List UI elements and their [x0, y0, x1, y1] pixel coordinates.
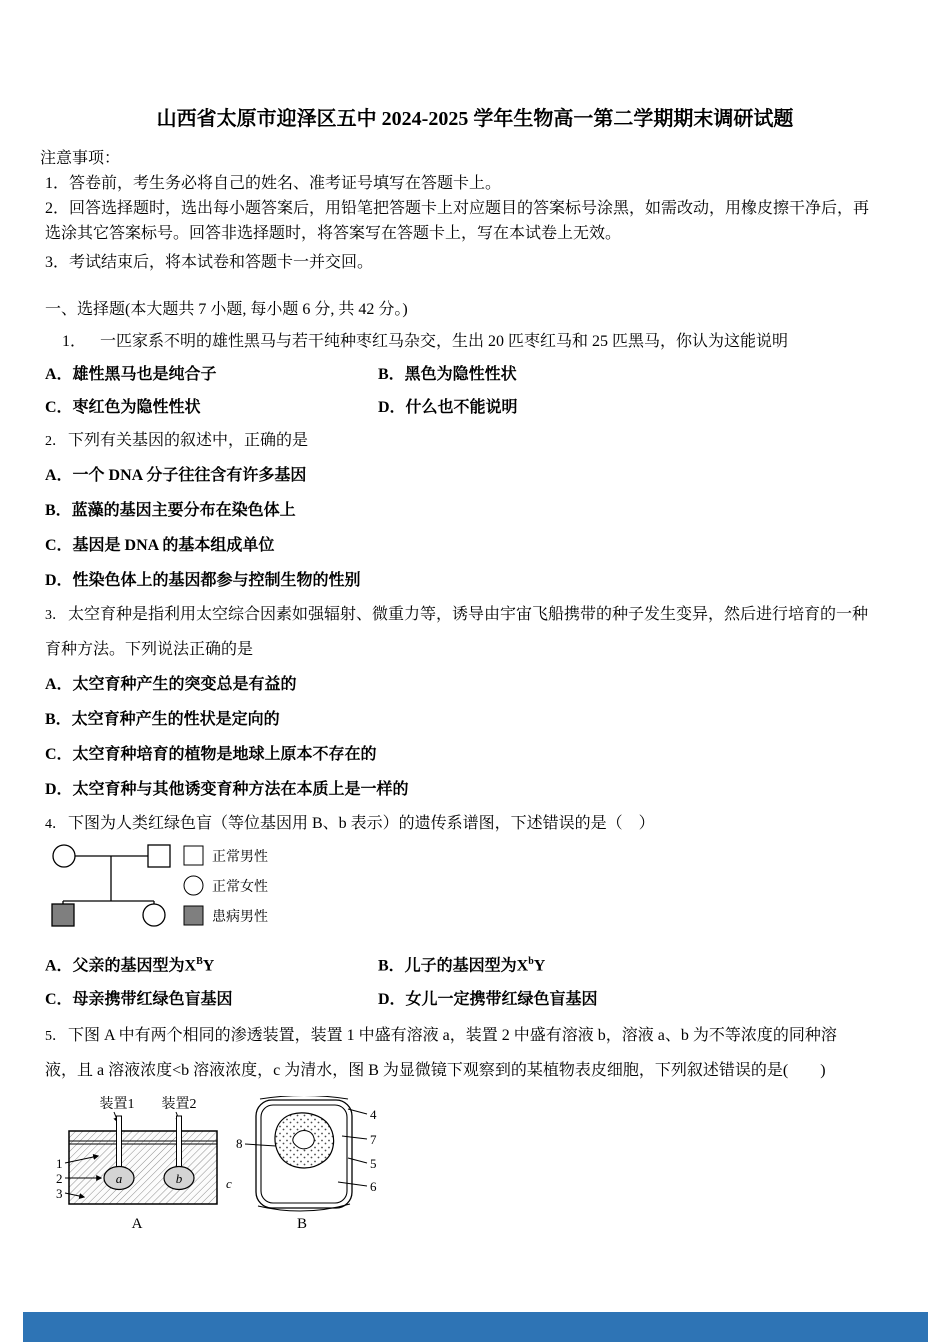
- q3-option-a: A．太空育种产生的突变总是有益的: [45, 676, 297, 693]
- osmosis-and-cell-diagram: [54, 1096, 414, 1244]
- q3-option-d: D．太空育种与其他诱变育种方法在本质上是一样的: [45, 781, 409, 798]
- figure-b-label: B: [296, 1216, 308, 1233]
- question-1-text: 一匹家系不明的雄性黑马与若干纯种枣红马杂交，生出 20 匹枣红马和 25 匹黑马，你认为这能说明: [100, 333, 789, 350]
- adjacent-cell-top: [260, 1096, 348, 1099]
- water-c-label: c: [226, 1176, 232, 1192]
- q2-option-c: C．基因是 DNA 的基本组成单位: [45, 537, 275, 554]
- device1-label: 装置1: [99, 1097, 135, 1113]
- pedigree-father-square: [148, 845, 170, 867]
- q4-option-c: C．母亲携带红绿色盲基因: [45, 991, 233, 1009]
- q1-option-c: C．枣红色为隐性性状: [45, 399, 201, 416]
- question-1-number: 1．: [62, 333, 87, 350]
- notice-item-2: 2．回答选择题时，选出每小题答案后，用铅笔把答题卡上对应题目的答案标号涂黑，如需改动，用橡皮擦干净后，再选涂其它答案标号。回答非选择题时，将答案写在答题卡上，写在本试卷上无效。: [45, 200, 870, 242]
- q2-option-d: D．性染色体上的基因都参与控制生物的性别: [45, 572, 361, 589]
- question-2-options: [40, 458, 910, 598]
- legend-affected-male-icon: [184, 906, 203, 925]
- q1-option-d: D．什么也不能说明: [378, 399, 518, 416]
- callout-3: 3: [56, 1186, 63, 1202]
- callout-7: 7: [370, 1132, 377, 1148]
- callout-8: 8: [236, 1136, 243, 1152]
- legend-normal-male-icon: [184, 846, 203, 865]
- question-1-stem: [45, 325, 910, 358]
- legend-normal-female-label: 正常女性: [212, 880, 268, 895]
- callout-5: 5: [370, 1156, 377, 1172]
- notice-section: [40, 146, 910, 275]
- question-3-number: 3．: [45, 608, 66, 623]
- question-2-stem: [45, 424, 910, 458]
- question-3-stem: [45, 598, 875, 667]
- device2-label: 装置2: [161, 1097, 197, 1113]
- solution-b-label: b: [175, 1171, 183, 1187]
- q1-option-b: B．黑色为隐性性状: [378, 366, 517, 383]
- pedigree-mother-circle: [53, 845, 75, 867]
- callout-7-line: [342, 1136, 367, 1139]
- solution-a-label: a: [115, 1171, 123, 1187]
- callout-1: 1: [56, 1156, 63, 1172]
- q2-option-a: A．一个 DNA 分子往往含有许多基因: [45, 467, 307, 484]
- q2-option-b: B．蓝藻的基因主要分布在染色体上: [45, 502, 296, 519]
- q1-option-a: A．雄性黑马也是纯合子: [45, 366, 217, 383]
- question-5-text: 下图 A 中有两个相同的渗透装置，装置 1 中盛有溶液 a，装置 2 中盛有溶液 b，溶液 a、b 为不等浓度的同种溶液，且 a 溶液浓度<b 溶液浓度，c 为清水，图 B 为显微镜下观察到的某植物表皮细胞，下列叙述错误的是( ): [45, 1027, 837, 1080]
- legend-normal-female-icon: [184, 876, 203, 895]
- question-4: [40, 807, 910, 1017]
- pedigree-diagram: [48, 841, 288, 937]
- section-heading-choice: 一、选择题(本大题共 7 小题, 每小题 6 分, 共 42 分。): [45, 301, 408, 318]
- footer-bar: [23, 1312, 928, 1342]
- question-5-number: 5．: [45, 1029, 66, 1045]
- question-2-text: 下列有关基因的叙述中，正确的是: [68, 432, 309, 449]
- q4-option-d: D．女儿一定携带红绿色盲基因: [378, 991, 598, 1009]
- question-5: [40, 1019, 910, 1244]
- question-4-text: 下图为人类红绿色盲（等位基因用 B、b 表示）的遗传系谱图，下述错误的是（ ）: [68, 815, 655, 832]
- callout-6: 6: [370, 1179, 377, 1195]
- question-3-options: [40, 667, 910, 807]
- superscript-b-uppercase: B: [196, 956, 203, 967]
- question-3-text: 太空育种是指利用太空综合因素如强辐射、微重力等，诱导由宇宙飞船携带的种子发生变异，然后进行培育的一种育种方法。下列说法正确的是: [45, 606, 869, 658]
- callout-2: 2: [56, 1171, 63, 1187]
- callout-4: 4: [370, 1107, 377, 1123]
- legend-normal-male-label: 正常男性: [212, 850, 268, 865]
- question-2: [40, 424, 910, 598]
- page-title: 山西省太原市迎泽区五中 2024-2025 学年生物高一第二学期期末调研试题: [156, 108, 794, 130]
- q4-option-b: B．儿子的基因型为$X^bY$: [378, 956, 546, 975]
- question-1-options: [45, 358, 910, 424]
- q3-option-c: C．太空育种培育的植物是地球上原本不存在的: [45, 746, 377, 763]
- question-1: [40, 325, 910, 424]
- pedigree-daughter-circle: [143, 904, 165, 926]
- notice-heading: 注意事项：: [40, 150, 121, 167]
- question-4-stem: [45, 807, 910, 841]
- figure-a-label: A: [131, 1216, 143, 1233]
- q4-option-a: A．父亲的基因型为$X^BY$: [45, 956, 215, 975]
- question-4-number: 4．: [45, 817, 66, 832]
- question-5-figure: [54, 1096, 910, 1244]
- question-4-options: [45, 945, 910, 1017]
- pedigree-affected-son-square: [52, 904, 74, 926]
- question-2-number: 2．: [45, 434, 66, 449]
- beaker: [69, 1131, 217, 1204]
- callout-5-line: [348, 1158, 367, 1163]
- plant-cell: [256, 1096, 352, 1211]
- legend-affected-male-label: 患病男性: [212, 910, 268, 925]
- notice-item-3: 3．考试结束后，将本试卷和答题卡一并交回。: [45, 254, 374, 271]
- superscript-b-lowercase: b: [528, 956, 534, 967]
- question-3: [40, 598, 910, 807]
- q3-option-b: B．太空育种产生的性状是定向的: [45, 711, 280, 728]
- pedigree-figure: [48, 841, 910, 937]
- pedigree-legend: [184, 846, 268, 925]
- notice-item-1: 1．答卷前，考生务必将自己的姓名、准考证号填写在答题卡上。: [45, 175, 502, 192]
- question-5-stem: [45, 1019, 845, 1088]
